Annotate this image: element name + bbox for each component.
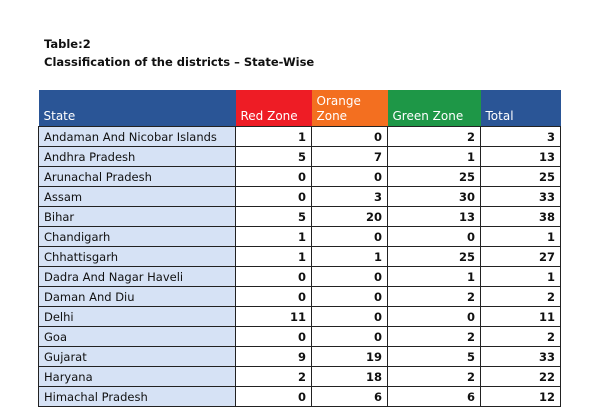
cell-state: Dadra And Nagar Haveli [39, 267, 236, 287]
cell-green-zone: 2 [388, 287, 481, 307]
cell-state: Assam [39, 187, 236, 207]
cell-red-zone: 9 [236, 347, 312, 367]
cell-total: 1 [481, 227, 561, 247]
cell-total: 22 [481, 367, 561, 387]
cell-red-zone: 0 [236, 167, 312, 187]
cell-green-zone: 0 [388, 227, 481, 247]
cell-orange-zone: 20 [312, 207, 388, 227]
cell-total: 1 [481, 267, 561, 287]
cell-red-zone: 5 [236, 207, 312, 227]
cell-green-zone: 2 [388, 127, 481, 147]
title-block [44, 36, 314, 71]
cell-green-zone: 1 [388, 147, 481, 167]
cell-total: 13 [481, 147, 561, 167]
table-row [39, 387, 561, 407]
table-body [39, 127, 561, 407]
cell-red-zone: 0 [236, 387, 312, 407]
table-subtitle: Classification of the districts – State-Wise [44, 55, 315, 69]
cell-total: 27 [481, 247, 561, 267]
table-row [39, 327, 561, 347]
cell-green-zone: 5 [388, 347, 481, 367]
cell-red-zone: 0 [236, 267, 312, 287]
cell-state: Chhattisgarh [39, 247, 236, 267]
table-row [39, 347, 561, 367]
cell-red-zone: 1 [236, 227, 312, 247]
cell-orange-zone: 0 [312, 127, 388, 147]
cell-orange-zone: 7 [312, 147, 388, 167]
cell-red-zone: 0 [236, 287, 312, 307]
cell-red-zone: 0 [236, 327, 312, 347]
cell-orange-zone: 19 [312, 347, 388, 367]
cell-orange-zone: 0 [312, 307, 388, 327]
table-row [39, 227, 561, 247]
cell-state: Himachal Pradesh [39, 387, 236, 407]
table-row [39, 267, 561, 287]
cell-state: Haryana [39, 367, 236, 387]
cell-green-zone: 0 [388, 307, 481, 327]
header-orange-zone: Orange Zone [312, 90, 388, 127]
cell-state: Arunachal Pradesh [39, 167, 236, 187]
cell-state: Gujarat [39, 347, 236, 367]
table-row [39, 207, 561, 227]
cell-total: 11 [481, 307, 561, 327]
table-row [39, 287, 561, 307]
cell-total: 3 [481, 127, 561, 147]
cell-green-zone: 6 [388, 387, 481, 407]
cell-orange-zone: 0 [312, 227, 388, 247]
cell-orange-zone: 0 [312, 167, 388, 187]
cell-state: Delhi [39, 307, 236, 327]
table-row [39, 127, 561, 147]
table-row [39, 307, 561, 327]
table-row [39, 367, 561, 387]
cell-state: Goa [39, 327, 236, 347]
cell-total: 12 [481, 387, 561, 407]
cell-green-zone: 30 [388, 187, 481, 207]
cell-orange-zone: 0 [312, 267, 388, 287]
cell-orange-zone: 6 [312, 387, 388, 407]
cell-total: 25 [481, 167, 561, 187]
cell-orange-zone: 18 [312, 367, 388, 387]
cell-orange-zone: 1 [312, 247, 388, 267]
table-number-title: Table:2 [44, 37, 91, 51]
cell-state: Chandigarh [39, 227, 236, 247]
header-row [39, 90, 561, 127]
cell-green-zone: 2 [388, 327, 481, 347]
cell-green-zone: 13 [388, 207, 481, 227]
cell-state: Bihar [39, 207, 236, 227]
cell-red-zone: 1 [236, 127, 312, 147]
cell-orange-zone: 0 [312, 327, 388, 347]
header-red-zone: Red Zone [236, 90, 312, 127]
districts-table [38, 90, 561, 407]
cell-green-zone: 25 [388, 167, 481, 187]
cell-green-zone: 25 [388, 247, 481, 267]
cell-red-zone: 2 [236, 367, 312, 387]
cell-state: Andaman And Nicobar Islands [39, 127, 236, 147]
cell-red-zone: 5 [236, 147, 312, 167]
cell-green-zone: 1 [388, 267, 481, 287]
cell-total: 38 [481, 207, 561, 227]
cell-green-zone: 2 [388, 367, 481, 387]
cell-state: Daman And Diu [39, 287, 236, 307]
cell-orange-zone: 3 [312, 187, 388, 207]
cell-total: 33 [481, 187, 561, 207]
cell-red-zone: 1 [236, 247, 312, 267]
cell-total: 2 [481, 287, 561, 307]
cell-state: Andhra Pradesh [39, 147, 236, 167]
cell-red-zone: 11 [236, 307, 312, 327]
cell-orange-zone: 0 [312, 287, 388, 307]
cell-total: 2 [481, 327, 561, 347]
table-row [39, 167, 561, 187]
cell-red-zone: 0 [236, 187, 312, 207]
header-state: State [39, 90, 236, 127]
table-row [39, 187, 561, 207]
table-row [39, 247, 561, 267]
table-row [39, 147, 561, 167]
header-total: Total [481, 90, 561, 127]
header-green-zone: Green Zone [388, 90, 481, 127]
cell-total: 33 [481, 347, 561, 367]
